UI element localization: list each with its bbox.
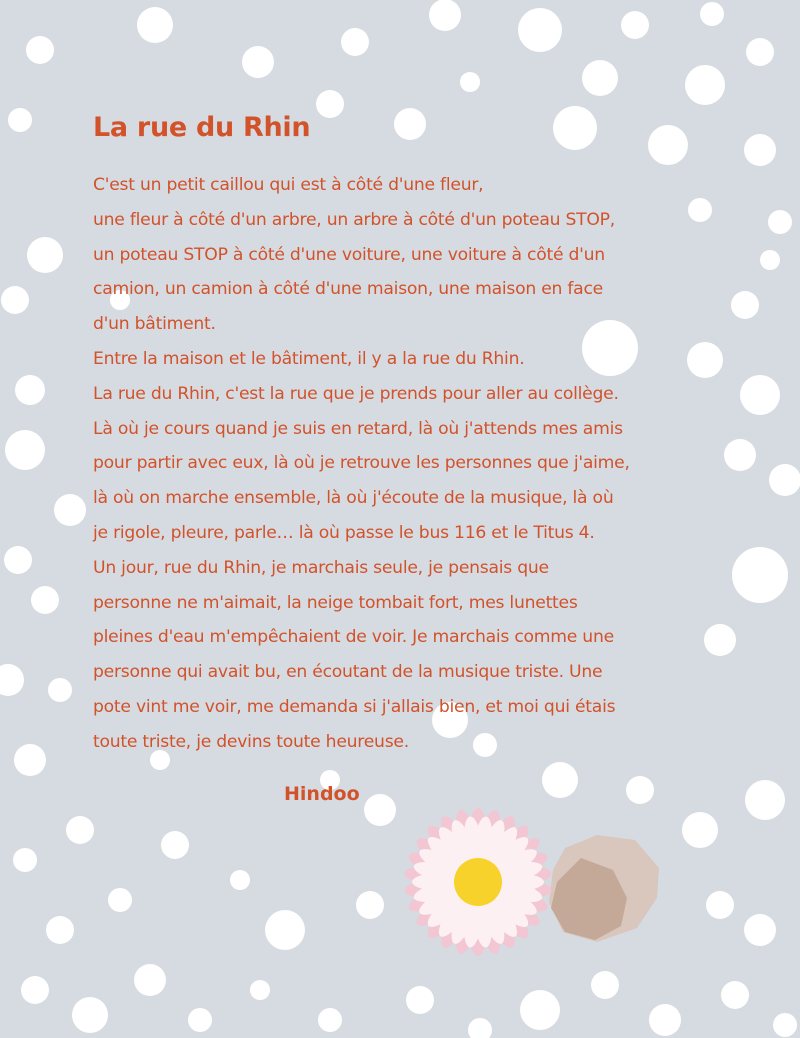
daisy-icon xyxy=(403,808,552,956)
poem-line: toute triste, je devins toute heureuse. xyxy=(93,731,409,752)
poem-line: là où on marche ensemble, là où j'écoute de la musique, là où xyxy=(93,488,614,509)
poem-line: La rue du Rhin, c'est la rue que je prends pour aller au collège. xyxy=(93,383,619,404)
poem-title: La rue du Rhin xyxy=(93,112,311,143)
poem-line: pour partir avec eux, là où je retrouve les personnes que j'aime, xyxy=(93,453,630,474)
illustration xyxy=(385,790,675,970)
poem-line: d'un bâtiment. xyxy=(93,314,216,335)
poem-line: pote vint me voir, me demanda si j'allais bien, et moi qui étais xyxy=(93,696,616,717)
poem-line: personne qui avait bu, en écoutant de la musique triste. Une xyxy=(93,662,603,683)
pebble-icon xyxy=(549,835,659,942)
poem-page xyxy=(93,108,733,760)
poem-body xyxy=(93,168,733,760)
poem-line: personne ne m'aimait, la neige tombait fort, mes lunettes xyxy=(93,592,578,613)
poem-line: un poteau STOP à côté d'une voiture, une voiture à côté d'un xyxy=(93,244,605,265)
poem-line: une fleur à côté d'un arbre, un arbre à côté d'un poteau STOP, xyxy=(93,209,615,230)
poem-line: Entre la maison et le bâtiment, il y a la rue du Rhin. xyxy=(93,348,525,369)
poem-line: Là où je cours quand je suis en retard, là où j'attends mes amis xyxy=(93,418,623,439)
poem-line: je rigole, pleure, parle… là où passe le bus 116 et le Titus 4. xyxy=(93,522,595,543)
poem-line: C'est un petit caillou qui est à côté d'une fleur, xyxy=(93,175,484,195)
flower-center xyxy=(454,858,502,906)
poem-line: Un jour, rue du Rhin, je marchais seule, je pensais que xyxy=(93,557,549,578)
poem-line: camion, un camion à côté d'une maison, une maison en face xyxy=(93,279,603,300)
poem-author: Hindoo xyxy=(284,783,360,805)
poem-line: pleines d'eau m'empêchaient de voir. Je marchais comme une xyxy=(93,627,614,648)
